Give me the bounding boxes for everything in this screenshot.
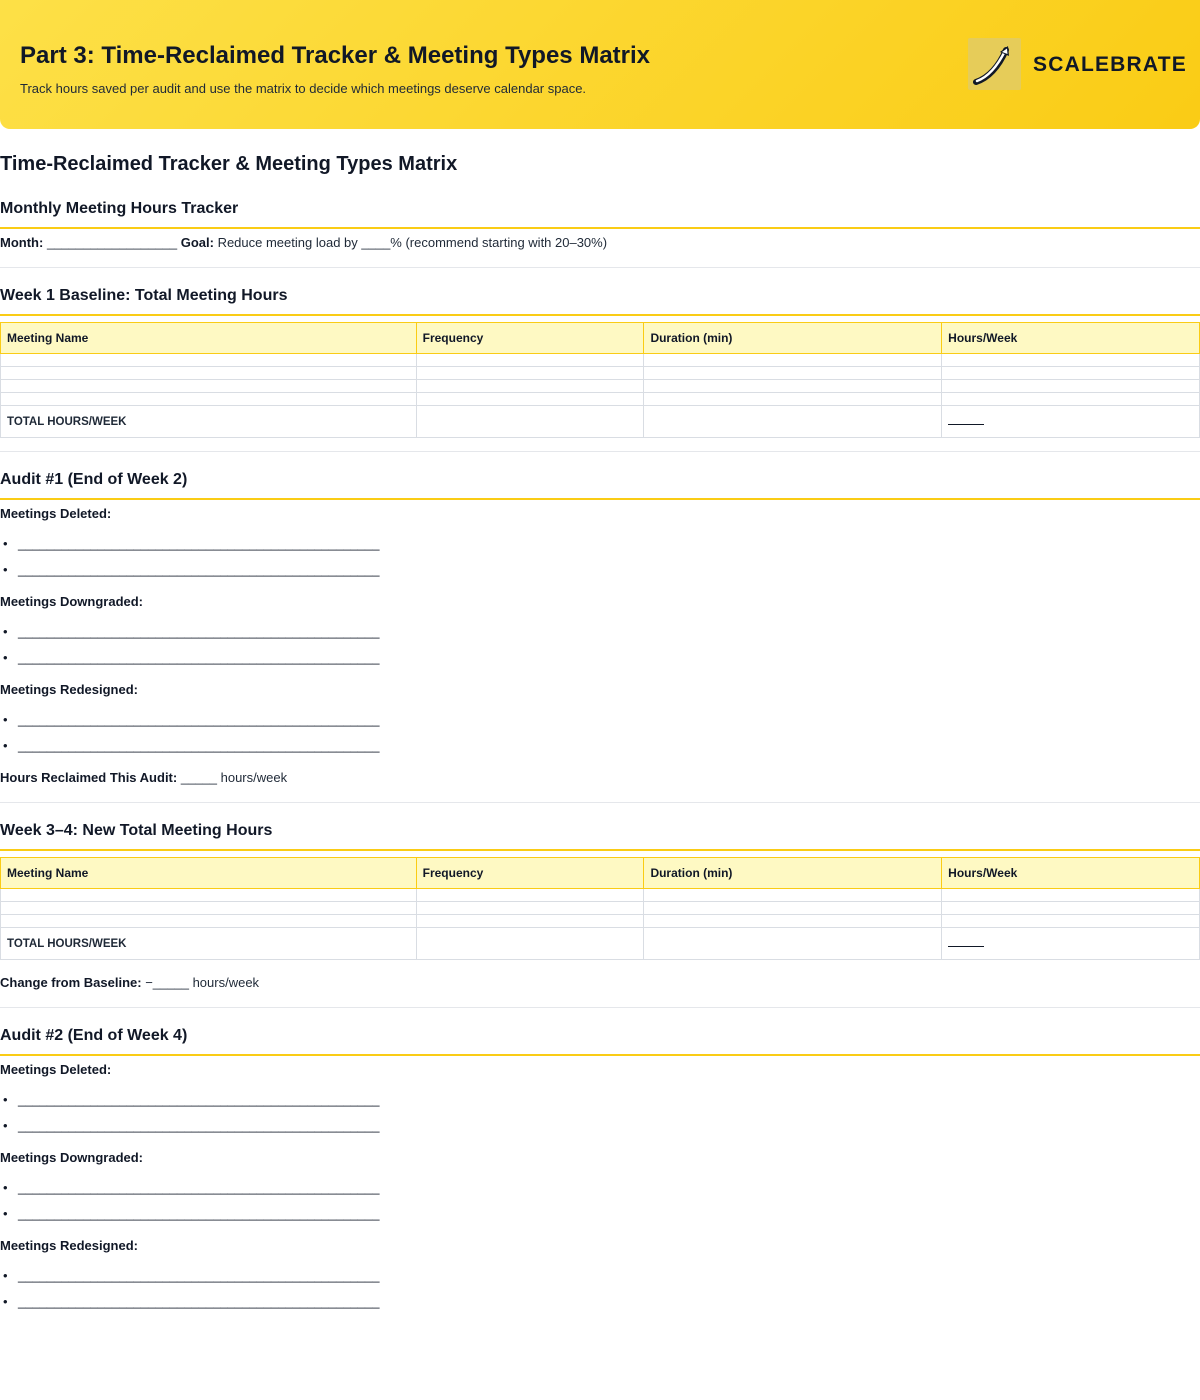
table-cell[interactable] xyxy=(1,393,417,406)
section-heading-week34: Week 3–4: New Total Meeting Hours xyxy=(0,822,1200,851)
table-cell[interactable] xyxy=(942,915,1200,928)
table-header-row xyxy=(1,323,1200,354)
table-cell xyxy=(416,928,644,960)
list-item[interactable]: • __________________________________________________ xyxy=(3,1206,380,1221)
column-header: Hours/Week xyxy=(942,323,1200,354)
table-cell[interactable] xyxy=(416,354,644,367)
month-label: Month: xyxy=(0,235,44,250)
document-title: Time-Reclaimed Tracker & Meeting Types Matrix xyxy=(0,153,458,175)
goal-text: Reduce meeting load by ____% (recommend starting with 20–30%) xyxy=(217,235,608,250)
table-cell[interactable] xyxy=(1,902,417,915)
meetings-deleted-label: Meetings Deleted: xyxy=(0,1062,112,1077)
divider xyxy=(0,802,1200,803)
hours-reclaimed-line xyxy=(0,770,287,785)
table-cell[interactable] xyxy=(942,902,1200,915)
divider xyxy=(0,267,1200,268)
list-item[interactable]: • __________________________________________________ xyxy=(3,624,380,639)
table-cell[interactable] xyxy=(644,380,942,393)
meetings-redesigned-label: Meetings Redesigned: xyxy=(0,682,138,697)
total-label: TOTAL HOURS/WEEK xyxy=(1,406,417,438)
table-cell[interactable] xyxy=(416,902,644,915)
table-cell[interactable] xyxy=(644,915,942,928)
hours-reclaimed-label: Hours Reclaimed This Audit: xyxy=(0,770,178,785)
total-row xyxy=(1,406,1200,438)
table-cell[interactable] xyxy=(644,889,942,902)
meetings-downgraded-label: Meetings Downgraded: xyxy=(0,594,144,609)
page-subtitle: Track hours saved per audit and use the matrix to decide which meetings deserve calendar space. xyxy=(20,81,587,96)
divider xyxy=(0,1007,1200,1008)
list-item[interactable]: • __________________________________________________ xyxy=(3,536,380,551)
table-cell[interactable] xyxy=(942,354,1200,367)
table-cell[interactable] xyxy=(1,380,417,393)
table-cell[interactable] xyxy=(1,367,417,380)
total-hours-cell[interactable] xyxy=(942,928,1200,960)
list-item[interactable]: • __________________________________________________ xyxy=(3,1118,380,1133)
total-blank xyxy=(948,946,984,947)
list-item[interactable]: • __________________________________________________ xyxy=(3,1092,380,1107)
meetings-downgraded-label: Meetings Downgraded: xyxy=(0,1150,144,1165)
total-hours-cell[interactable] xyxy=(942,406,1200,438)
meetings-deleted-label: Meetings Deleted: xyxy=(0,506,112,521)
month-goal-line xyxy=(0,235,607,250)
total-label: TOTAL HOURS/WEEK xyxy=(1,928,417,960)
goal-label: Goal: xyxy=(180,235,214,250)
table-cell[interactable] xyxy=(644,902,942,915)
table-cell[interactable] xyxy=(416,393,644,406)
month-blank: __________________ xyxy=(46,235,178,250)
change-baseline-label: Change from Baseline: xyxy=(0,975,142,990)
table-cell[interactable] xyxy=(942,367,1200,380)
table-cell[interactable] xyxy=(1,889,417,902)
table-row xyxy=(1,915,1200,928)
list-item[interactable]: • __________________________________________________ xyxy=(3,712,380,727)
table-cell xyxy=(644,928,942,960)
table-row xyxy=(1,393,1200,406)
section-heading-baseline: Week 1 Baseline: Total Meeting Hours xyxy=(0,287,1200,316)
table-cell[interactable] xyxy=(1,354,417,367)
section-heading-audit2: Audit #2 (End of Week 4) xyxy=(0,1027,1200,1056)
column-header: Duration (min) xyxy=(644,323,942,354)
list-item[interactable]: • __________________________________________________ xyxy=(3,562,380,577)
column-header: Meeting Name xyxy=(1,323,417,354)
meetings-redesigned-label: Meetings Redesigned: xyxy=(0,1238,138,1253)
table-row xyxy=(1,367,1200,380)
week34-table xyxy=(0,857,1200,960)
column-header: Frequency xyxy=(416,858,644,889)
section-heading-monthly: Monthly Meeting Hours Tracker xyxy=(0,200,1200,229)
table-row xyxy=(1,354,1200,367)
section-heading-audit1: Audit #1 (End of Week 2) xyxy=(0,471,1200,500)
table-cell[interactable] xyxy=(644,367,942,380)
table-row xyxy=(1,902,1200,915)
table-cell[interactable] xyxy=(644,354,942,367)
change-baseline-line xyxy=(0,975,259,990)
list-item[interactable]: • __________________________________________________ xyxy=(3,1294,380,1309)
divider xyxy=(0,451,1200,452)
baseline-table xyxy=(0,322,1200,438)
list-item[interactable]: • __________________________________________________ xyxy=(3,738,380,753)
table-row xyxy=(1,380,1200,393)
table-cell[interactable] xyxy=(1,915,417,928)
column-header: Duration (min) xyxy=(644,858,942,889)
list-item[interactable]: • __________________________________________________ xyxy=(3,1268,380,1283)
brand-logo: SCALEBRATE xyxy=(1033,53,1187,76)
table-cell[interactable] xyxy=(416,889,644,902)
table-cell[interactable] xyxy=(942,889,1200,902)
rising-arrow-icon xyxy=(968,38,1021,90)
table-cell[interactable] xyxy=(644,393,942,406)
table-header-row xyxy=(1,858,1200,889)
total-row xyxy=(1,928,1200,960)
column-header: Frequency xyxy=(416,323,644,354)
table-cell xyxy=(416,406,644,438)
list-item[interactable]: • __________________________________________________ xyxy=(3,650,380,665)
table-cell xyxy=(644,406,942,438)
column-header: Meeting Name xyxy=(1,858,417,889)
list-item[interactable]: • __________________________________________________ xyxy=(3,1180,380,1195)
table-cell[interactable] xyxy=(942,393,1200,406)
table-cell[interactable] xyxy=(942,380,1200,393)
hours-reclaimed-text: _____ hours/week xyxy=(180,770,288,785)
table-cell[interactable] xyxy=(416,915,644,928)
page-title: Part 3: Time-Reclaimed Tracker & Meeting Types Matrix xyxy=(20,42,651,69)
table-cell[interactable] xyxy=(416,367,644,380)
total-blank xyxy=(948,424,984,425)
table-row xyxy=(1,889,1200,902)
column-header: Hours/Week xyxy=(942,858,1200,889)
page-header xyxy=(0,0,1200,129)
change-baseline-text: −_____ hours/week xyxy=(145,975,260,990)
table-cell[interactable] xyxy=(416,380,644,393)
